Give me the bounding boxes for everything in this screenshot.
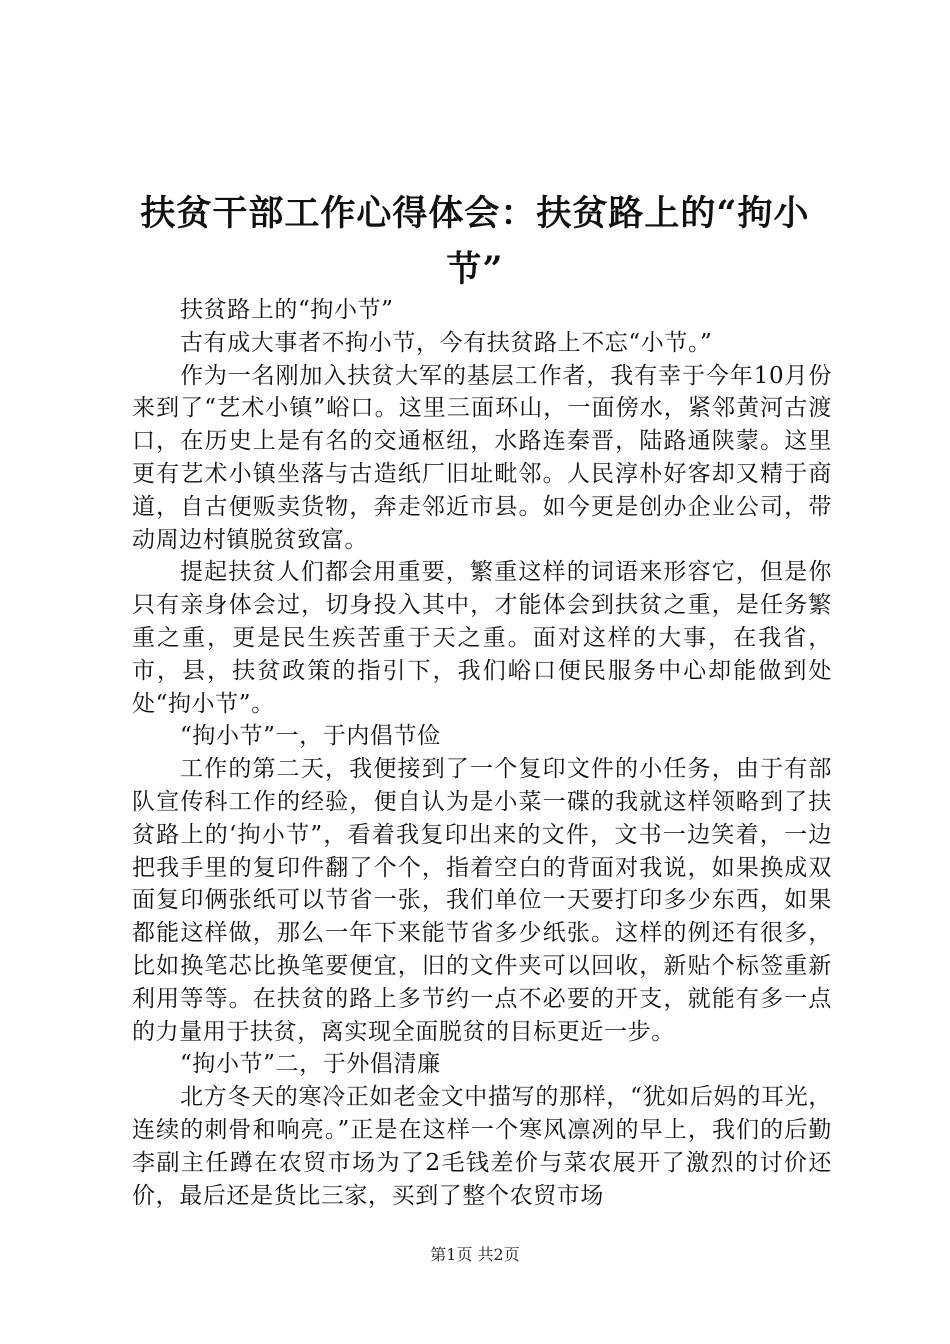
paragraph: 扶贫路上的“拘小节”	[180, 297, 394, 323]
document-body	[132, 294, 832, 1212]
paragraph: 提起扶贫人们都会用重要，繁重这样的词语来形容它，但是你只有亲身体会过，切身投入其中，才能体会到扶贫之重，是任务繁重之重，更是民生疾苦重于天之重。面对这样的大事，在我省，市，县，扶贫政策的指引下，我们峪口便民服务中心却能做到处处“拘小节”。	[132, 559, 832, 717]
paragraph: 工作的第二天，我便接到了一个复印文件的小任务，由于有部队宣传科工作的经验，便自认为是小菜一碟的我就这样领略到了扶贫路上的‘拘小节”，看着我复印出来的文件，文书一边笑着，一边把我手里的复印件翻了个个，指着空白的背面对我说，如果换成双面复印俩张纸可以节省一张，我们单位一天要打印多少东西，如果都能这样做，那么一年下来能节省多少纸张。这样的例还有很多，比如换笔芯比换笔要便宜，旧的文件夹可以回收，新贴个标签重新利用等等。在扶贫的路上多节约一点不必要的开支，就能有多一点的力量用于扶贫，离实现全面脱贫的目标更近一步。	[132, 756, 832, 1045]
paragraph: 北方冬天的寒冷正如老金文中描写的那样，“犹如后妈的耳光，连续的刺骨和响亮。”正是在这样一个寒风凛冽的早上，我们的后勤李副主任蹲在农贸市场为了2毛钱差价与菜农展开了激烈的讨价还价，最后还是货比三家，买到了整个农贸市场	[132, 1084, 832, 1209]
section-heading: “拘小节”一，于内倡节俭	[180, 723, 441, 750]
document-title: 扶贫干部工作心得体会：扶贫路上的“拘小节”	[140, 193, 810, 290]
paragraph: 作为一名刚加入扶贫大军的基层工作者，我有幸于今年10月份来到了“艺术小镇”峪口。这里三面环山，一面傍水，紧邻黄河古渡口，在历史上是有名的交通枢纽，水路连秦晋，陆路通陕蒙。这里更有艺术小镇坐落与古造纸厂旧址毗邻。人民淳朴好客却又精于商道，自古便贩卖货物，奔走邻近市县。如今更是创办企业公司，带动周边村镇脱贫致富。	[132, 362, 832, 553]
section-heading: “拘小节”二，于外倡清廉	[180, 1051, 441, 1078]
page-number-footer: 第1页 共2页	[430, 1245, 520, 1264]
paragraph: 古有成大事者不拘小节，今有扶贫路上不忘“小节。”	[180, 329, 713, 356]
